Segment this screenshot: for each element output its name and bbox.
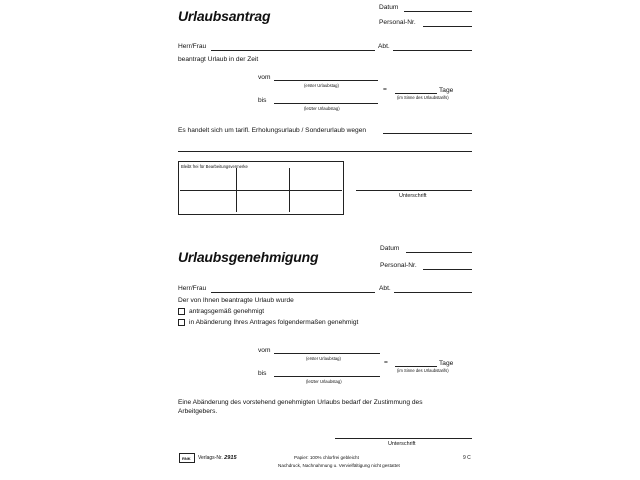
footer-verlag-label: Verlags-Nr.	[198, 455, 223, 461]
form1-vermerke-hline	[180, 190, 342, 191]
publisher-logo-text: RNK	[182, 456, 191, 461]
form2-tage-hint: (im Sinne des Urlaubstarifs)	[397, 368, 449, 373]
footer-code: 9 C	[463, 455, 471, 461]
form1-unterschrift-label: Unterschrift	[399, 193, 427, 199]
form2-tage-label: Tage	[439, 360, 454, 367]
form1-erster-hint: (erster Urlaubstag)	[304, 83, 339, 88]
form2-unterschrift-field[interactable]	[335, 438, 472, 439]
form1-datum-label: Datum	[379, 4, 399, 11]
form1-beantragt-text: beantragt Urlaub in der Zeit	[178, 56, 259, 63]
form1-personal-nr-field[interactable]	[423, 26, 472, 27]
form2-opt2-label: in Abänderung Ihres Antrages folgendermaßen genehmigt	[189, 319, 359, 326]
form1-herr-frau-label: Herr/Frau	[178, 43, 207, 50]
form1-grund-field-2[interactable]	[178, 151, 472, 152]
form2-abt-field[interactable]	[394, 292, 472, 293]
form1-name-field[interactable]	[211, 50, 375, 51]
form2-name-field[interactable]	[211, 292, 375, 293]
form2-unterschrift-label: Unterschrift	[388, 441, 416, 447]
form2-hinweis-line-2: Arbeitgebers.	[178, 408, 218, 415]
form2-title: Urlaubsgenehmigung	[178, 249, 319, 265]
form1-vermerke-label: Bleibt frei für Bearbeitungsvermerke	[181, 164, 248, 169]
form1-title: Urlaubsantrag	[178, 8, 271, 24]
form2-equals: =	[384, 359, 388, 366]
form2-erster-hint: (erster Urlaubstag)	[306, 356, 341, 361]
form2-tage-field[interactable]	[395, 366, 437, 367]
form2-vom-field[interactable]	[274, 353, 380, 354]
form1-abt-label: Abt.	[378, 43, 390, 50]
form1-equals: =	[383, 86, 387, 93]
form1-vermerke-box	[178, 161, 344, 215]
form2-opt2-checkbox[interactable]	[178, 319, 185, 326]
form2-herr-frau-label: Herr/Frau	[178, 285, 207, 292]
form2-datum-label: Datum	[380, 245, 400, 252]
form1-tage-field[interactable]	[395, 93, 437, 94]
form1-unterschrift-field[interactable]	[356, 190, 472, 191]
form2-opt1-checkbox[interactable]	[178, 308, 185, 315]
footer-verlag	[198, 455, 237, 461]
footer-nachdruck: Nachdruck, Nachnahmung u. Vervielfältigung nicht gestattet	[278, 463, 400, 468]
form1-tage-hint: (im Sinne des Urlaubstarifs)	[397, 95, 449, 100]
form1-grund-text: Es handelt sich um tarifl. Erholungsurlaub / Sonderurlaub wegen	[178, 127, 367, 134]
form2-letzter-hint: (letzter Urlaubstag)	[306, 379, 342, 384]
form2-bis-field[interactable]	[274, 376, 380, 377]
form1-vom-label: vom	[258, 74, 271, 81]
form2-personal-nr-label: Personal-Nr.	[380, 262, 417, 269]
form2-opt1-label: antragsgemäß genehmigt	[189, 308, 265, 315]
form1-bis-field[interactable]	[274, 103, 378, 104]
publisher-logo-icon	[179, 453, 195, 463]
form2-hinweis-line-1: Eine Abänderung des vorstehend genehmigten Urlaubs bedarf der Zustimmung des	[178, 399, 423, 406]
form1-vom-field[interactable]	[274, 80, 378, 81]
form2-intro-text: Der von Ihnen beantragte Urlaub wurde	[178, 297, 294, 304]
form1-vermerke-vline-2	[289, 168, 290, 212]
form2-datum-field[interactable]	[406, 252, 472, 253]
form1-grund-field[interactable]	[383, 133, 472, 134]
footer-papier: Papier: 100% chlorfrei gebleicht	[294, 455, 359, 460]
form1-tage-label: Tage	[439, 87, 454, 94]
form1-bis-label: bis	[258, 97, 267, 104]
form1-personal-nr-label: Personal-Nr.	[379, 19, 416, 26]
form2-bis-label: bis	[258, 370, 267, 377]
form2-personal-nr-field[interactable]	[423, 269, 472, 270]
form2-abt-label: Abt.	[379, 285, 391, 292]
form1-letzter-hint: (letzter Urlaubstag)	[304, 106, 340, 111]
footer-verlag-nr: 2915	[224, 455, 237, 461]
form1-abt-field[interactable]	[393, 50, 472, 51]
form1-datum-field[interactable]	[404, 11, 472, 12]
form1-vermerke-vline-1	[236, 168, 237, 212]
form2-vom-label: vom	[258, 347, 271, 354]
form-sheet	[150, 0, 490, 480]
